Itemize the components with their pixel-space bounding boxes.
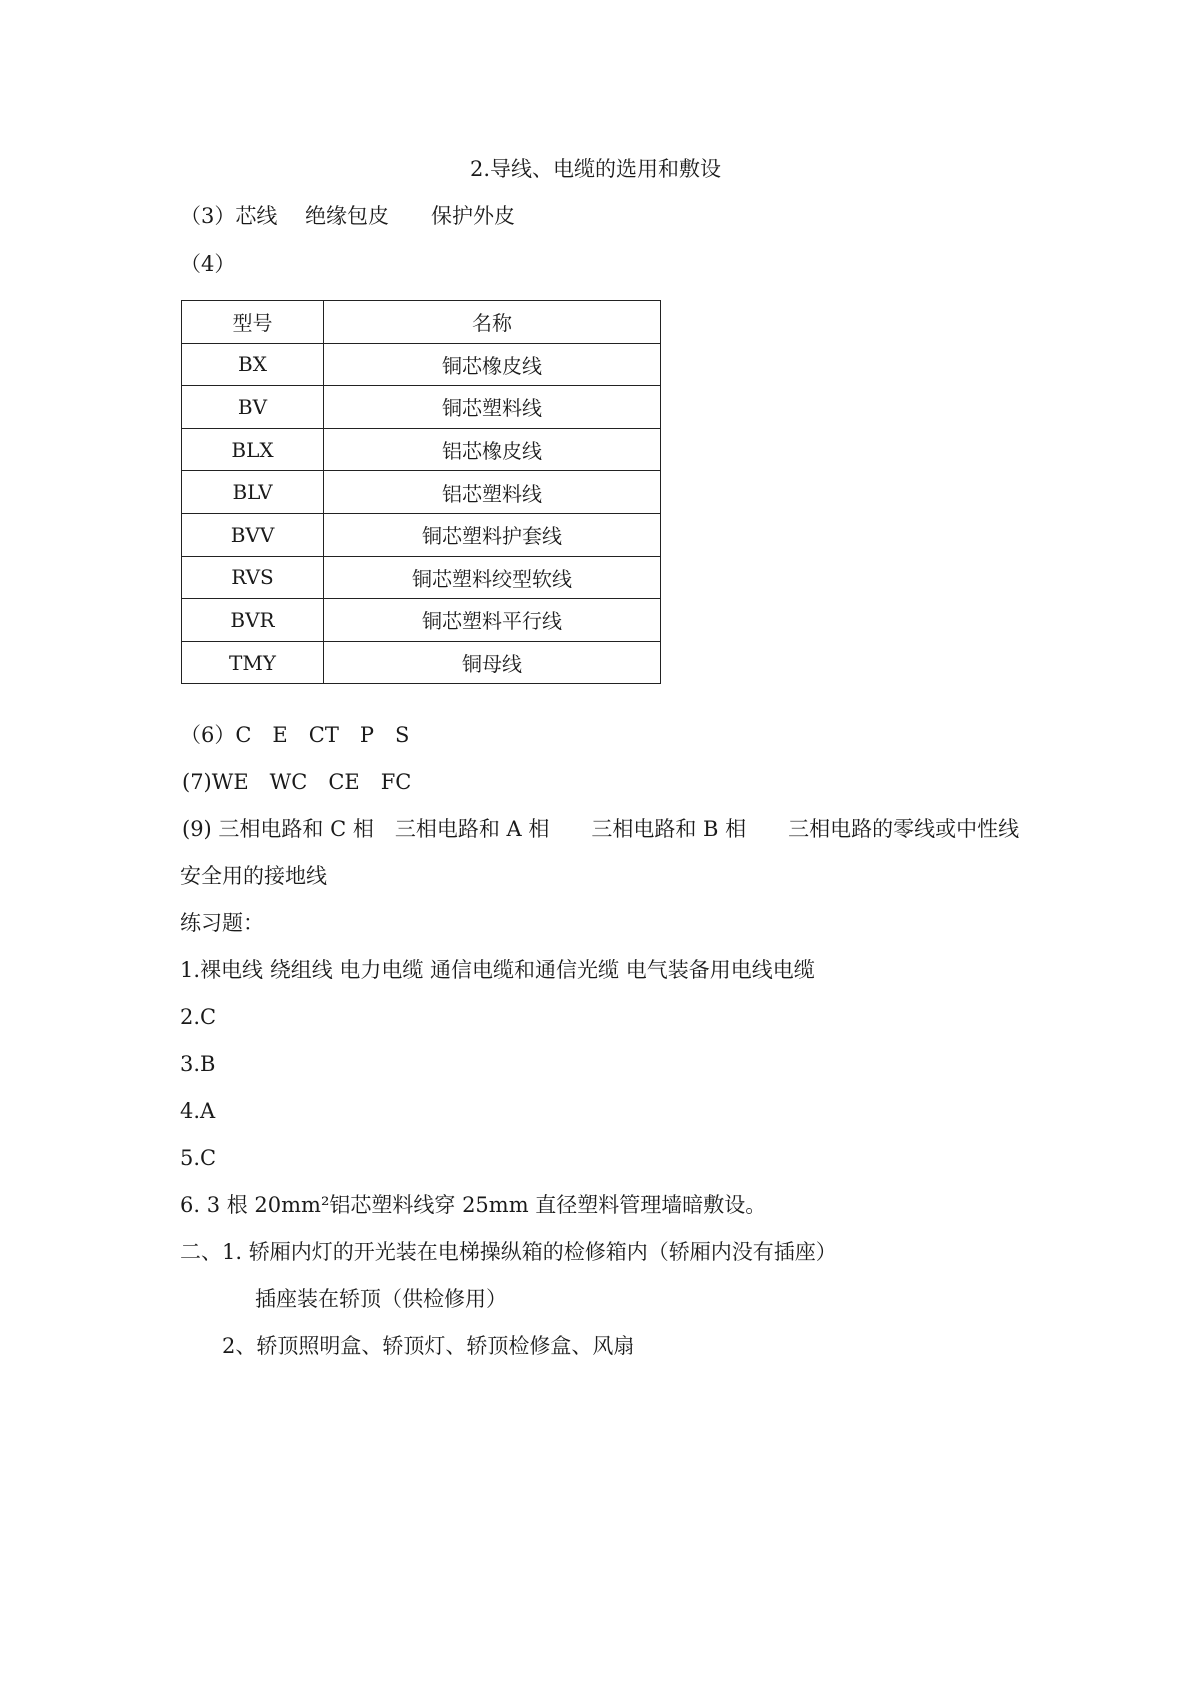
table-row xyxy=(182,386,661,429)
table-row xyxy=(182,556,661,599)
cell-name: 铜芯橡皮线 xyxy=(324,343,661,386)
cell-model: BV xyxy=(182,386,324,429)
table-row xyxy=(182,428,661,471)
exercise-4: 4.A xyxy=(180,1099,216,1123)
exercise-heading: 练习题： xyxy=(180,911,264,935)
answer-9: (9) 三相电路和 C 相 三相电路和 A 相 三相电路和 B 相 三相电路的零线或中性线 xyxy=(182,817,1020,841)
table-row xyxy=(182,641,661,684)
cell-name: 铜芯塑料平行线 xyxy=(324,599,661,642)
cell-model: BX xyxy=(182,343,324,386)
cell-model: BVV xyxy=(182,513,324,556)
cell-name: 铜芯塑料线 xyxy=(324,386,661,429)
part2-item1-continued: 插座装在轿顶（供检修用） xyxy=(255,1287,507,1311)
cell-name: 铜母线 xyxy=(324,641,661,684)
cell-model: TMY xyxy=(182,641,324,684)
exercise-1: 1.裸电线 绕组线 电力电缆 通信电缆和通信光缆 电气装备用电线电缆 xyxy=(180,958,815,982)
cell-model: BLX xyxy=(182,428,324,471)
exercise-5: 5.C xyxy=(180,1146,217,1170)
cell-model: BVR xyxy=(182,599,324,642)
cell-name: 铝芯橡皮线 xyxy=(324,428,661,471)
table-header-row xyxy=(182,301,661,344)
cell-name: 铝芯塑料线 xyxy=(324,471,661,514)
answer-9-continued: 安全用的接地线 xyxy=(180,864,327,888)
cell-name: 铜芯塑料护套线 xyxy=(324,513,661,556)
header-model: 型号 xyxy=(182,301,324,344)
exercise-3: 3.B xyxy=(180,1052,216,1076)
part2-item2: 2、轿顶照明盒、轿顶灯、轿顶检修盒、风扇 xyxy=(222,1334,635,1358)
table-row xyxy=(182,513,661,556)
answer-4: （4） xyxy=(180,252,236,276)
cell-name: 铜芯塑料绞型软线 xyxy=(324,556,661,599)
part2-item1: 二、1. 轿厢内灯的开光装在电梯操纵箱的检修箱内（轿厢内没有插座） xyxy=(180,1240,837,1264)
exercise-6: 6. 3 根 20mm²铝芯塑料线穿 25mm 直径塑料管理墙暗敷设。 xyxy=(180,1193,767,1217)
cell-model: BLV xyxy=(182,471,324,514)
answer-7: (7)WE WC CE FC xyxy=(182,770,412,794)
header-name: 名称 xyxy=(324,301,661,344)
answer-6: （6）C E CT P S xyxy=(180,723,410,747)
answer-3: （3）芯线 绝缘包皮 保护外皮 xyxy=(180,204,516,228)
table-row xyxy=(182,343,661,386)
wire-type-table xyxy=(181,300,661,684)
table-row xyxy=(182,471,661,514)
table-row xyxy=(182,599,661,642)
cell-model: RVS xyxy=(182,556,324,599)
exercise-2: 2.C xyxy=(180,1005,217,1029)
section-title: 2.导线、电缆的选用和敷设 xyxy=(469,157,722,181)
